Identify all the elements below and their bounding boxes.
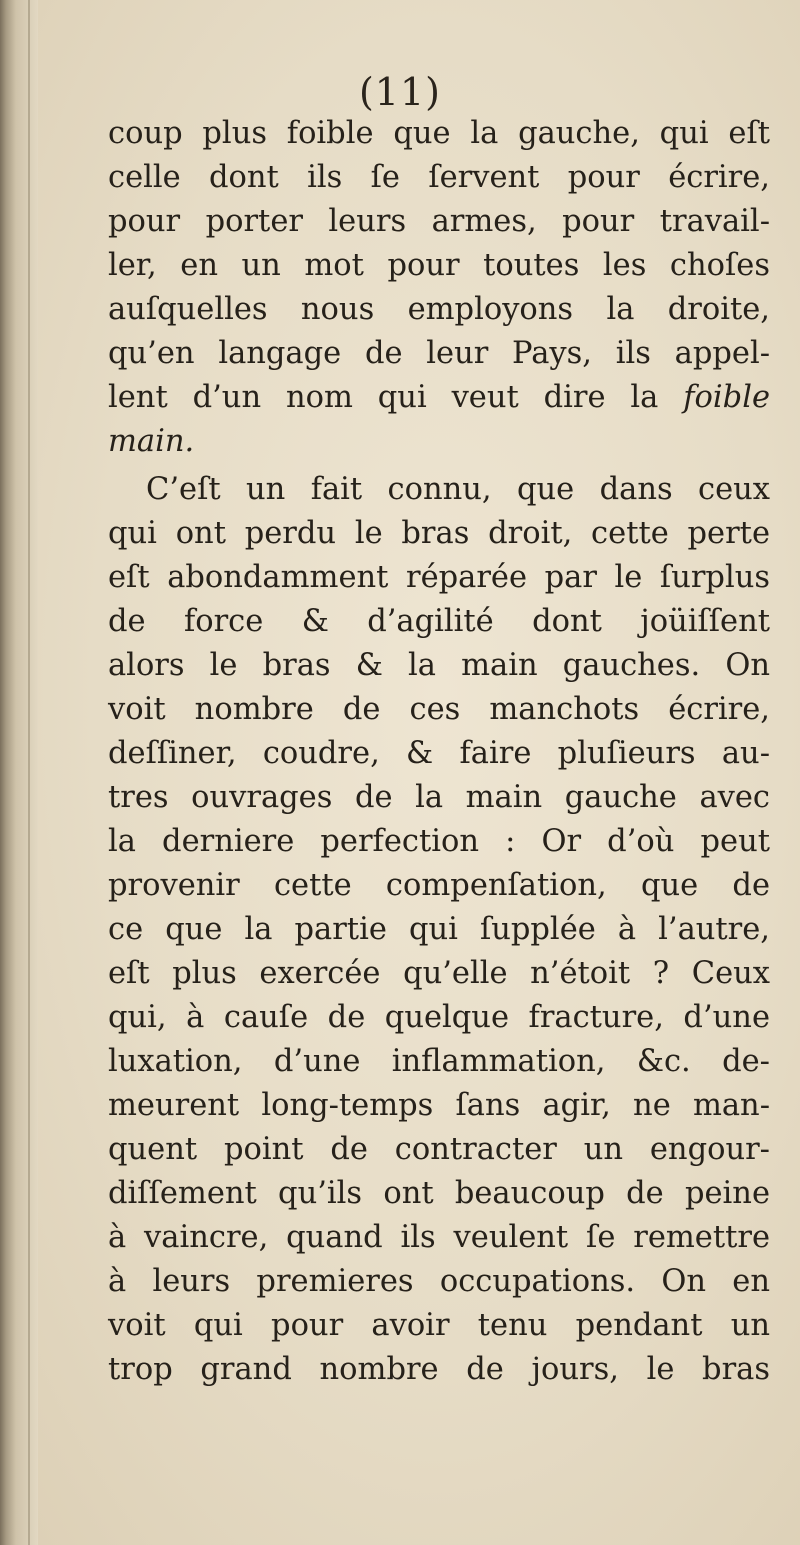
text-line: meurent long-temps ſans agir, ne man- xyxy=(108,1088,770,1123)
text-line: voit nombre de ces manchots écrire, xyxy=(108,692,770,727)
text-line: pour porter leurs armes, pour travail- xyxy=(108,204,770,239)
text-line: qui, à cauſe de quelque fracture, d’une xyxy=(108,1000,770,1035)
text-line: celle dont ils ſe ſervent pour écrire, xyxy=(108,160,770,195)
text-line-main: lent d’un nom qui veut dire la xyxy=(108,380,659,415)
text-line: de force & d’agilité dont joüiſſent xyxy=(108,604,770,639)
italic-word: foible xyxy=(683,380,770,415)
text-line: eſt plus exercée qu’elle n’étoit ? Ceux xyxy=(108,956,770,991)
page-number: (11) xyxy=(358,70,441,114)
text-line: voit qui pour avoir tenu pendant un xyxy=(108,1308,770,1343)
body-text xyxy=(108,112,770,1392)
page-gutter-shadow xyxy=(0,0,38,1545)
text-line xyxy=(108,420,770,464)
text-line: qu’en langage de leur Pays, ils appel- xyxy=(108,336,770,371)
text-line: diſſement qu’ils ont beaucoup de peine xyxy=(108,1176,770,1211)
text-line: provenir cette compenſation, que de xyxy=(108,868,770,903)
paragraph-1 xyxy=(108,112,770,464)
page-edge-line xyxy=(28,0,30,1545)
text-line: eſt abondamment réparée par le ſurplus xyxy=(108,560,770,595)
text-line: à leurs premieres occupations. On en xyxy=(108,1264,770,1299)
text-line: luxation, d’une inflammation, &c. de- xyxy=(108,1044,770,1079)
text-line: quent point de contracter un engour- xyxy=(108,1132,770,1167)
italic-word: main. xyxy=(108,424,195,459)
text-line: la derniere perfection : Or d’où peut xyxy=(108,824,770,859)
text-line: tres ouvrages de la main gauche avec xyxy=(108,780,770,815)
text-line xyxy=(108,376,770,420)
text-line: ce que la partie qui ſupplée à l’autre, xyxy=(108,912,770,947)
text-line: à vaincre, quand ils veulent ſe remettre xyxy=(108,1220,770,1255)
text-line: qui ont perdu le bras droit, cette perte xyxy=(108,516,770,551)
text-line: auſquelles nous employons la droite, xyxy=(108,292,770,327)
text-line: ler, en un mot pour toutes les choſes xyxy=(108,248,770,283)
text-line: trop grand nombre de jours, le bras xyxy=(108,1352,770,1387)
text-line: C’eſt un fait connu, que dans ceux xyxy=(146,472,770,507)
paragraph-2 xyxy=(108,468,770,1392)
text-line: alors le bras & la main gauches. On xyxy=(108,648,770,683)
text-line: deſſiner, coudre, & faire pluſieurs au- xyxy=(108,736,770,771)
text-line: coup plus foible que la gauche, qui eſt xyxy=(108,116,770,151)
